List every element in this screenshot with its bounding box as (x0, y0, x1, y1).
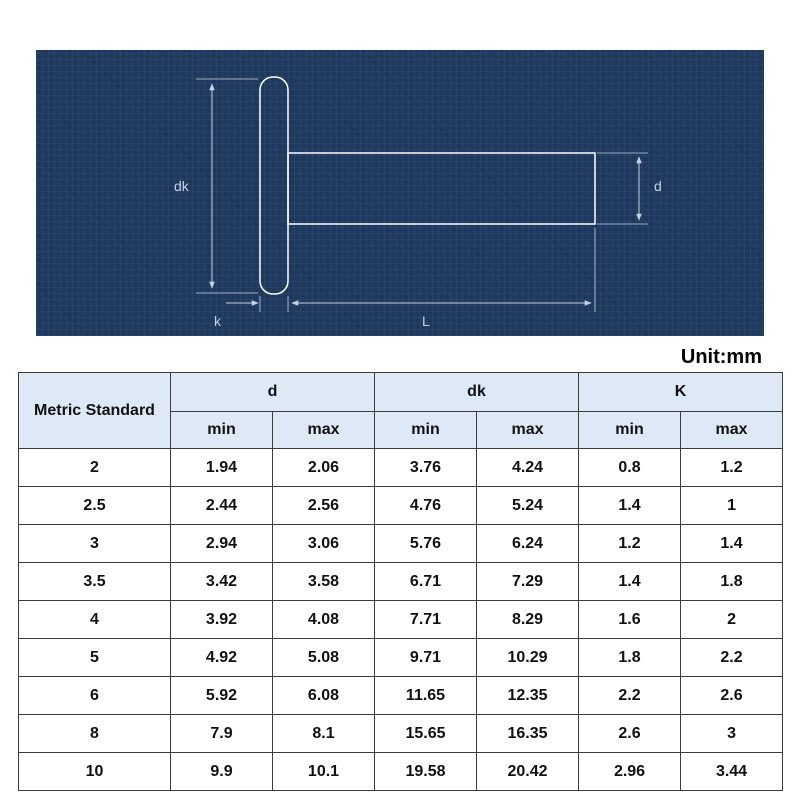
rivet-diagram (36, 50, 764, 336)
dk-min-cell: 3.76 (375, 449, 477, 487)
metric-size-cell: 8 (19, 715, 171, 753)
table-row (19, 487, 783, 525)
k-max-cell: 2.2 (681, 639, 783, 677)
dk-max-cell: 4.24 (477, 449, 579, 487)
k-max-cell: 1.2 (681, 449, 783, 487)
metric-size-cell: 4 (19, 601, 171, 639)
d-label: d (654, 178, 662, 194)
metric-size-cell: 3.5 (19, 563, 171, 601)
k-label: k (214, 313, 221, 329)
dk-max-cell: 5.24 (477, 487, 579, 525)
d-max-cell: 2.06 (273, 449, 375, 487)
metric-size-cell: 10 (19, 753, 171, 791)
k-min-cell: 1.2 (579, 525, 681, 563)
d-min-cell: 3.92 (171, 601, 273, 639)
k-min-cell: 1.4 (579, 487, 681, 525)
k-group-header: K (579, 373, 783, 412)
table-row (19, 753, 783, 791)
table-body (19, 449, 783, 791)
d-min-cell: 7.9 (171, 715, 273, 753)
dk-max-cell: 8.29 (477, 601, 579, 639)
metric-size-cell: 2 (19, 449, 171, 487)
k-max-cell: 2 (681, 601, 783, 639)
d-min-cell: 3.42 (171, 563, 273, 601)
table-row (19, 639, 783, 677)
metric-size-cell: 5 (19, 639, 171, 677)
metric-size-cell: 2.5 (19, 487, 171, 525)
dk-min-cell: 15.65 (375, 715, 477, 753)
unit-label: Unit:mm (680, 346, 762, 368)
k-min-cell: 0.8 (579, 449, 681, 487)
d-max-cell: 2.56 (273, 487, 375, 525)
dk-group-header: dk (375, 373, 579, 412)
k-min-cell: 2.2 (579, 677, 681, 715)
d-min-cell: 2.44 (171, 487, 273, 525)
metric-standard-header: Metric Standard (19, 373, 171, 449)
d-max-cell: 10.1 (273, 753, 375, 791)
table-row (19, 563, 783, 601)
k-min-cell: 1.4 (579, 563, 681, 601)
d-max-cell: 8.1 (273, 715, 375, 753)
dk-min-cell: 7.71 (375, 601, 477, 639)
dk-max-header: max (477, 412, 579, 449)
table-row (19, 677, 783, 715)
rivet-head (260, 77, 288, 294)
k-max-cell: 1 (681, 487, 783, 525)
d-max-cell: 5.08 (273, 639, 375, 677)
d-max-cell: 3.58 (273, 563, 375, 601)
dk-max-cell: 12.35 (477, 677, 579, 715)
metric-size-cell: 3 (19, 525, 171, 563)
k-min-header: min (579, 412, 681, 449)
k-min-cell: 1.6 (579, 601, 681, 639)
d-min-cell: 9.9 (171, 753, 273, 791)
table-row (19, 525, 783, 563)
rivet-shank (288, 153, 595, 224)
d-min-cell: 4.92 (171, 639, 273, 677)
k-min-cell: 1.8 (579, 639, 681, 677)
k-max-cell: 2.6 (681, 677, 783, 715)
rivet-dimension-table (18, 372, 783, 791)
table-row (19, 449, 783, 487)
k-max-cell: 1.8 (681, 563, 783, 601)
d-max-cell: 6.08 (273, 677, 375, 715)
dk-max-cell: 16.35 (477, 715, 579, 753)
d-min-cell: 2.94 (171, 525, 273, 563)
table-header (19, 373, 783, 449)
k-max-header: max (681, 412, 783, 449)
d-max-cell: 3.06 (273, 525, 375, 563)
d-max-header: max (273, 412, 375, 449)
table-row (19, 601, 783, 639)
L-label: L (422, 313, 430, 329)
dk-min-cell: 5.76 (375, 525, 477, 563)
d-min-cell: 5.92 (171, 677, 273, 715)
k-max-cell: 1.4 (681, 525, 783, 563)
dk-label: dk (174, 178, 189, 194)
k-min-cell: 2.6 (579, 715, 681, 753)
d-min-header: min (171, 412, 273, 449)
d-max-cell: 4.08 (273, 601, 375, 639)
k-min-cell: 2.96 (579, 753, 681, 791)
rivet-technical-drawing (36, 50, 764, 336)
table-row (19, 715, 783, 753)
dk-max-cell: 20.42 (477, 753, 579, 791)
k-max-cell: 3 (681, 715, 783, 753)
d-group-header: d (171, 373, 375, 412)
dk-max-cell: 10.29 (477, 639, 579, 677)
dk-min-header: min (375, 412, 477, 449)
k-max-cell: 3.44 (681, 753, 783, 791)
dk-min-cell: 11.65 (375, 677, 477, 715)
dk-max-cell: 6.24 (477, 525, 579, 563)
dk-min-cell: 4.76 (375, 487, 477, 525)
dk-min-cell: 9.71 (375, 639, 477, 677)
d-min-cell: 1.94 (171, 449, 273, 487)
dk-min-cell: 19.58 (375, 753, 477, 791)
metric-size-cell: 6 (19, 677, 171, 715)
dk-min-cell: 6.71 (375, 563, 477, 601)
dk-max-cell: 7.29 (477, 563, 579, 601)
